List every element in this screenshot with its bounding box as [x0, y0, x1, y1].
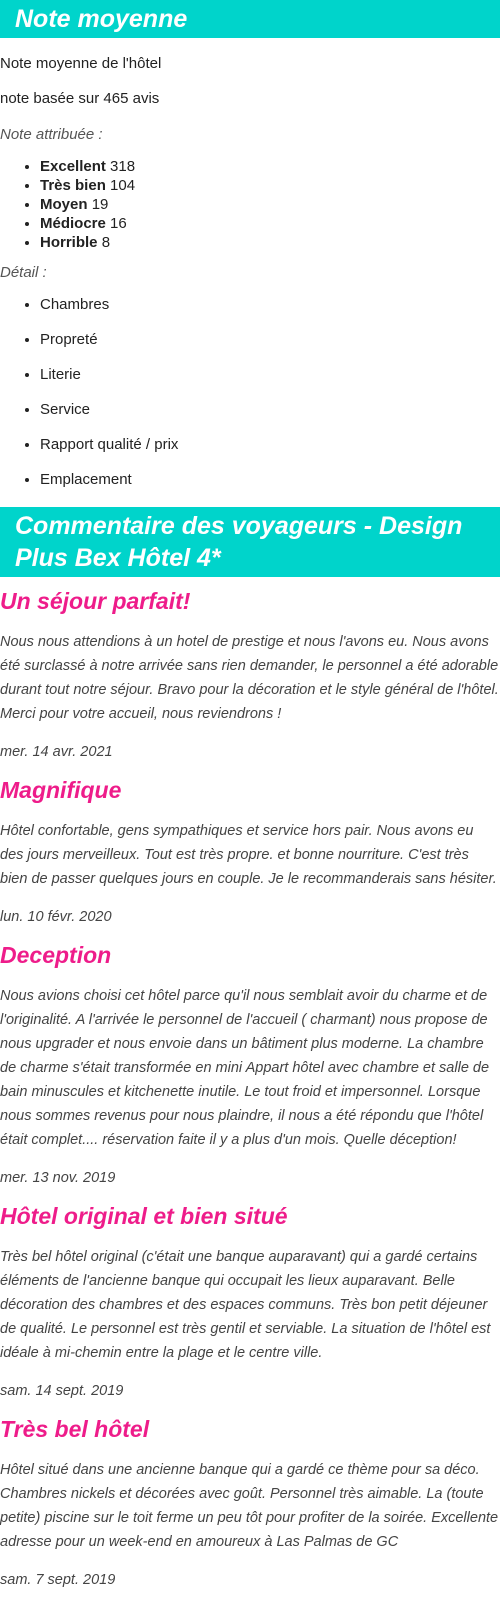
rating-item-tres-bien: • Très bien 104 — [40, 176, 500, 195]
detail-item-proprete: • Propreté — [40, 325, 500, 360]
detail-item-chambres: • Chambres — [40, 290, 500, 325]
review-item — [0, 577, 500, 762]
review-body: Nous avions choisi cet hôtel parce qu'il nous semblait avoir du charme et de l'originalité. A l'arrivée le personnel de l'accueil ( charmant) nous propose de nous upgrader et nous envoie dans un bâtiment plus moderne. La chambre de charme s'était transformée en mini Appart hôtel avec chambre et salle de bain minuscules et kitchenette inutile. Le tout froid et impersonnel. Lorsque nous sommes revenus pour nous plaindre, il nous a été répondu que l'hôtel était complet.... réservation faite il y a plus d'un mois. Quelle déception! — [0, 988, 490, 1148]
review-body: Nous nous attendions à un hotel de prestige et nous l'avons eu. Nous avons été surclassé à notre arrivée sans rien demander, le personnel a été adorable durant tout notre séjour. Bravo pour la décoration et le style général de l'hôtel. Merci pour votre accueil, nous reviendrons ! — [0, 634, 499, 722]
rating-item-moyen: • Moyen 19 — [40, 195, 500, 214]
detail-item-service: • Service — [40, 395, 500, 430]
rating-breakdown-list — [0, 157, 500, 252]
review-title: Très bel hôtel — [0, 1416, 150, 1442]
review-date: sam. 14 sept. 2019 — [0, 1383, 124, 1399]
review-date: sam. 7 sept. 2019 — [0, 1572, 116, 1588]
reviews-section-title: Commentaire des voyageurs - Design Plus Bex Hôtel 4* — [0, 507, 500, 577]
rating-item-excellent: • Excellent 318 — [40, 157, 500, 176]
review-title: Hôtel original et bien situé — [0, 1203, 288, 1229]
detail-list — [0, 290, 500, 500]
review-item — [0, 927, 500, 1188]
rating-item-horrible: • Horrible 8 — [40, 233, 500, 252]
rating-item-mediocre: • Médiocre 16 — [40, 214, 500, 233]
review-item — [0, 762, 500, 927]
detail-item-emplacement: • Emplacement — [40, 465, 500, 500]
review-item — [0, 1188, 500, 1401]
review-title: Magnifique — [0, 777, 122, 803]
review-title: Deception — [0, 942, 112, 968]
average-rating-label: Note moyenne de l'hôtel — [0, 55, 162, 72]
review-date: mer. 13 nov. 2019 — [0, 1170, 116, 1186]
rating-section — [0, 0, 500, 500]
rating-section-title: Note moyenne — [0, 0, 500, 38]
review-item — [0, 1401, 500, 1590]
review-body: Hôtel situé dans une ancienne banque qui a gardé ce thème pour sa déco. Chambres nickels et décorées avec goût. Personnel très aimable. La (toute petite) piscine sur le toit ferme un peu tôt pour profiter de la soirée. Excellente adresse pour un week-end en amoureux à Las Palmas de GC — [0, 1462, 499, 1550]
detail-label: Détail : — [0, 264, 47, 281]
reviews-section — [0, 507, 500, 1590]
review-count-text: note basée sur 465 avis — [0, 90, 160, 107]
attributed-rating-label: Note attribuée : — [0, 126, 103, 143]
review-date: mer. 14 avr. 2021 — [0, 744, 113, 760]
review-body: Très bel hôtel original (c'était une banque auparavant) qui a gardé certains éléments de l'ancienne banque qui occupait les lieux auparavant. Belle décoration des chambres et des espaces communs. Très bon petit déjeuner de qualité. Le personnel est très gentil et serviable. La situation de l'hôtel est idéale à mi-chemin entre la plage et le centre ville. — [0, 1249, 491, 1361]
detail-item-literie: • Literie — [40, 360, 500, 395]
rating-summary — [0, 38, 500, 500]
review-date: lun. 10 févr. 2020 — [0, 909, 112, 925]
review-title: Un séjour parfait! — [0, 588, 191, 614]
review-body: Hôtel confortable, gens sympathiques et service hors pair. Nous avons eu des jours merveilleux. Tout est très propre. et bonne nourriture. C'est très bien de passer quelques jours en couple. Je le recommanderais sans hésiter. — [0, 823, 497, 887]
detail-item-rapport-qualite-prix: • Rapport qualité / prix — [40, 430, 500, 465]
